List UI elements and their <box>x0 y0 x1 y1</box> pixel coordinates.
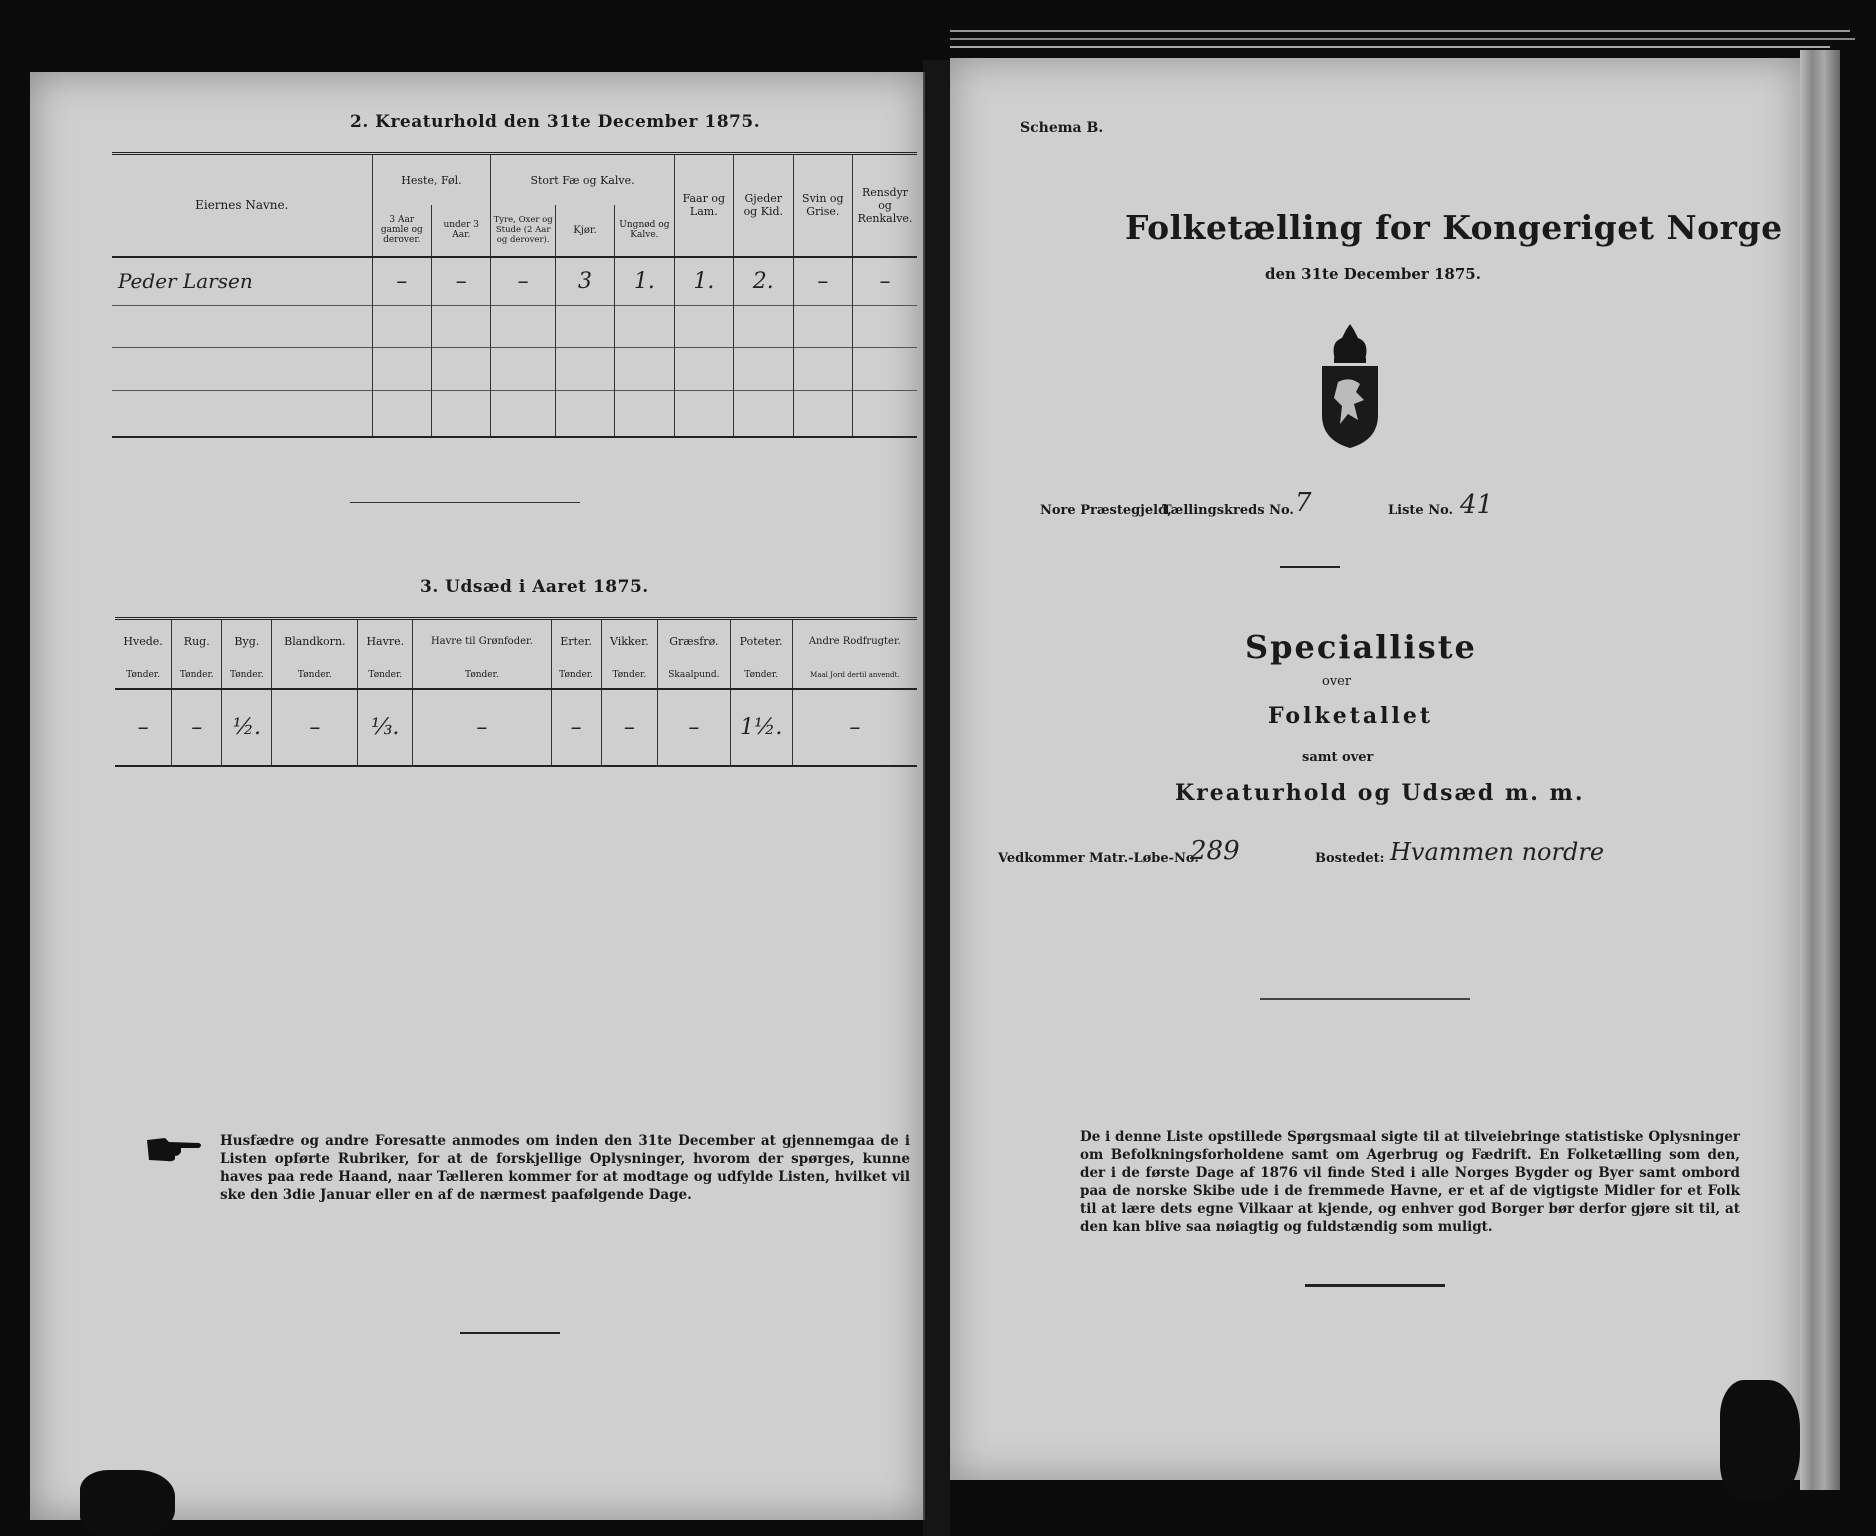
seed-value-cell: – <box>792 689 917 766</box>
matr-label: Vedkommer Matr.-Løbe-No. <box>998 851 1199 866</box>
seed-unit: Tønder. <box>730 662 792 689</box>
seed-unit: Tønder. <box>601 662 657 689</box>
finger-shadow <box>1720 1380 1800 1500</box>
seed-value-cell: ⅓. <box>358 689 413 766</box>
samt-over-text: samt over <box>1302 750 1374 765</box>
liste-number: 41 <box>1460 490 1494 520</box>
seed-value-cell: – <box>413 689 551 766</box>
seed-header: Blandkorn. <box>272 619 358 663</box>
sheep-header: Faar og Lam. <box>674 154 733 257</box>
seed-value-cell: – <box>551 689 601 766</box>
seed-unit: Skaalpund. <box>658 662 731 689</box>
seed-header: Hvede. <box>115 619 172 663</box>
livestock-cell: – <box>853 257 917 306</box>
liste-label: Liste No. <box>1388 503 1454 518</box>
separator-rule <box>1305 1284 1445 1287</box>
left-page <box>30 72 925 1520</box>
page-stack-right-edge <box>1800 50 1840 1490</box>
coat-of-arms-emblem <box>1310 320 1390 450</box>
seed-unit: Tønder. <box>172 662 222 689</box>
owner-name-cell: Peder Larsen <box>112 257 372 306</box>
seed-value-cell: ½. <box>222 689 272 766</box>
livestock-cell: – <box>372 257 432 306</box>
reindeer-header: Rensdyr og Renkalve. <box>853 154 917 257</box>
livestock-table <box>112 152 917 438</box>
bosted-label: Bostedet: <box>1315 851 1385 866</box>
separator-rule <box>460 1332 560 1334</box>
page-stack-edge <box>950 30 1850 32</box>
seed-unit: Tønder. <box>551 662 601 689</box>
finger-shadow <box>80 1470 175 1536</box>
livestock-cell: 2. <box>734 257 794 306</box>
bosted-value: Hvammen nordre <box>1390 838 1605 866</box>
seed-header: Græsfrø. <box>658 619 731 663</box>
kreds-label: Tællingskreds No. <box>1162 503 1294 518</box>
separator-rule <box>1260 998 1470 1000</box>
specialliste-title: Specialliste <box>1245 628 1477 666</box>
kreds-number: 7 <box>1295 488 1312 518</box>
prestegjeld-label: Nore Præstegjeld, <box>1040 503 1172 518</box>
schema-label: Schema B. <box>1020 120 1104 136</box>
notice-text: Husfædre og andre Foresatte anmodes om inden den 31te December at gjennemgaa de i Listen opførte Rubriker, for at de forskjellige Oplysninger, hvorom der spørges, kunne haves paa rede Haand, naar Tælleren kommer for at modtage og udfylde Listen, hvilket vil ske den 3die Januar eller en af de nærmest paafølgende Dage. <box>220 1133 910 1203</box>
seed-unit: Tønder. <box>358 662 413 689</box>
livestock-cell: 3 <box>555 257 614 306</box>
seed-header: Byg. <box>222 619 272 663</box>
owner-header: Eiernes Navne. <box>112 154 372 257</box>
matr-number: 289 <box>1190 836 1240 866</box>
livestock-cell: – <box>432 257 491 306</box>
horses-header: Heste, Føl. <box>372 154 491 206</box>
separator-rule <box>1280 566 1340 568</box>
section-3-title: 3. Udsæd i Aaret 1875. <box>420 577 649 597</box>
section-2-title: 2. Kreaturhold den 31te December 1875. <box>350 112 761 132</box>
seed-unit: Tønder. <box>272 662 358 689</box>
livestock-cell: 1. <box>674 257 733 306</box>
info-paragraph: De i denne Liste opstillede Spørgsmaal sigte til at tilveiebringe statistiske Oplysninger om Befolkningsforholdene samt om Agerbrug og Fædrift. En Folketælling som den, der i de første Dage af 1876 vil finde Sted i alle Norges Bygder og Byer samt ombord paa de norske Skibe ude i de fremmede Havne, er et af de vigtigste Midler for et Folk til at lære dets egne Vilkaar at kjende, og enhver god Borger bør derfor gjøre sit til, at den kan blive saa nøiagtig og fuldstændig som muligt. <box>1080 1129 1740 1235</box>
horses-3yr-header: 3 Aar gamle og derover. <box>372 205 432 257</box>
census-date: den 31te December 1875. <box>1265 265 1481 283</box>
pointing-hand-icon <box>145 1134 203 1164</box>
livestock-cell: 1. <box>615 257 675 306</box>
kreaturhold-title: Kreaturhold og Udsæd m. m. <box>1175 780 1585 806</box>
seed-header: Andre Rodfrugter. <box>792 619 917 663</box>
seed-unit: Tønder. <box>413 662 551 689</box>
bulls-header: Tyre, Oxer og Stude (2 Aar og derover). <box>491 205 556 257</box>
seed-header: Havre til Grønfoder. <box>413 619 551 663</box>
livestock-cell: – <box>793 257 852 306</box>
seed-header: Poteter. <box>730 619 792 663</box>
livestock-cell: – <box>491 257 556 306</box>
cows-header: Kjør. <box>555 205 614 257</box>
seed-unit: Maal Jord dertil anvendt. <box>792 662 917 689</box>
seed-header: Rug. <box>172 619 222 663</box>
seed-value-cell: – <box>272 689 358 766</box>
book-spine <box>923 60 950 1536</box>
seed-value-cell: – <box>601 689 657 766</box>
census-title: Folketælling for Kongeriget Norge <box>1125 208 1783 247</box>
folketallet-title: Folketallet <box>1268 703 1433 729</box>
page-stack-edge <box>950 38 1855 40</box>
pigs-header: Svin og Grise. <box>793 154 852 257</box>
cattle-header: Stort Fæ og Kalve. <box>491 154 674 206</box>
seed-value-cell: 1½. <box>730 689 792 766</box>
right-page <box>950 58 1800 1480</box>
seed-unit: Tønder. <box>222 662 272 689</box>
seed-value-cell: – <box>172 689 222 766</box>
seed-table <box>115 617 917 767</box>
over-text: over <box>1322 674 1352 689</box>
seed-header: Vikker. <box>601 619 657 663</box>
seed-header: Havre. <box>358 619 413 663</box>
page-stack-edge <box>950 46 1830 48</box>
young-cattle-header: Ungnød og Kalve. <box>615 205 675 257</box>
seed-header: Erter. <box>551 619 601 663</box>
seed-value-cell: – <box>115 689 172 766</box>
seed-unit: Tønder. <box>115 662 172 689</box>
separator-rule <box>350 502 580 503</box>
goats-header: Gjeder og Kid. <box>734 154 794 257</box>
horses-under-header: under 3 Aar. <box>432 205 491 257</box>
seed-value-cell: – <box>658 689 731 766</box>
